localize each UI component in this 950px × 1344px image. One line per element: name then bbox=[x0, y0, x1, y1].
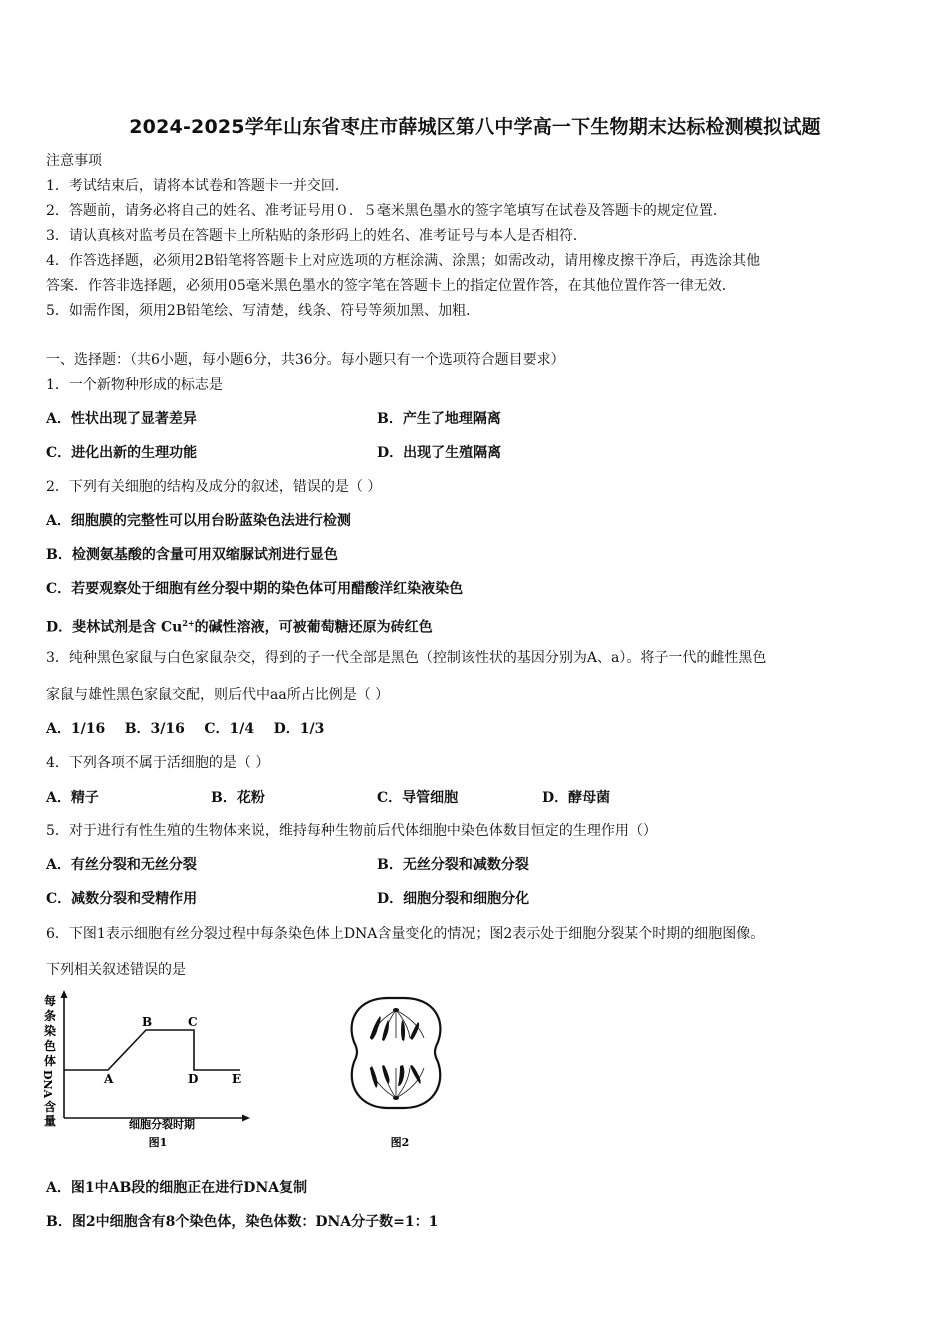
q6-stem-line1: 6．下图1表示细胞有丝分裂过程中每条染色体上DNA含量变化的情况；图2表示处于细胞分裂某个时期的细胞图像。 bbox=[46, 926, 765, 942]
q3-options: A．1/16 B．3/16 C．1/4 D．1/3 bbox=[46, 721, 325, 737]
q2-option-c: C．若要观察处于细胞有丝分裂中期的染色体可用醋酸洋红染液染色 bbox=[46, 581, 464, 597]
ylabel-char: 含 bbox=[43, 1100, 57, 1114]
figure-2-caption: 图2 bbox=[390, 1136, 410, 1149]
q2-option-d-superscript: 2+ bbox=[182, 618, 195, 628]
chromosomes-top bbox=[370, 1016, 419, 1041]
figure-2-cell bbox=[330, 988, 470, 1158]
point-label-d: D bbox=[188, 1072, 199, 1086]
q2-option-a: A．细胞膜的完整性可以用台盼蓝染色法进行检测 bbox=[46, 513, 351, 529]
q2-option-b: B．检测氨基酸的含量可用双缩脲试剂进行显色 bbox=[46, 547, 338, 563]
q2-option-d-text: D．斐林试剂是含 Cu bbox=[46, 619, 183, 636]
ylabel-char: 染 bbox=[43, 1024, 57, 1038]
q4-option-d: D．酵母菌 bbox=[542, 790, 611, 806]
chromosomes-bottom bbox=[370, 1065, 421, 1088]
q4-option-a: A．精子 bbox=[46, 790, 99, 806]
ylabel-char: 量 bbox=[43, 1114, 57, 1128]
y-axis-arrow-icon bbox=[61, 990, 68, 998]
q5-option-d: D．细胞分裂和细胞分化 bbox=[377, 891, 530, 907]
q1-stem: 1．一个新物种形成的标志是 bbox=[46, 377, 223, 393]
ylabel-char: 体 bbox=[43, 1054, 57, 1068]
ylabel-dna: DNA bbox=[41, 1070, 54, 1099]
dna-curve bbox=[64, 1030, 240, 1070]
notice-heading: 注意事项 bbox=[46, 153, 102, 169]
notice-item-3: 3．请认真核对监考员在答题卡上所粘贴的条形码上的姓名、准考证号与本人是否相符． bbox=[46, 228, 587, 244]
point-label-b: B bbox=[142, 1015, 153, 1029]
x-axis-arrow-icon bbox=[242, 1115, 250, 1122]
page-title: 2024-2025学年山东省枣庄市薛城区第八中学高一下生物期末达标检测模拟试题 bbox=[129, 116, 821, 138]
q4-option-c: C．导管细胞 bbox=[377, 790, 459, 806]
q6-stem-line2: 下列相关叙述错误的是 bbox=[46, 962, 186, 978]
point-label-a: A bbox=[104, 1072, 114, 1086]
figure-1-caption: 图1 bbox=[148, 1136, 168, 1149]
q1-option-c: C．进化出新的生理功能 bbox=[46, 445, 198, 461]
q5-option-c: C．减数分裂和受精作用 bbox=[46, 891, 198, 907]
q2-stem: 2．下列有关细胞的结构及成分的叙述，错误的是（ ） bbox=[46, 479, 382, 495]
q5-option-a: A．有丝分裂和无丝分裂 bbox=[46, 857, 197, 873]
q1-option-a: A．性状出现了显著差异 bbox=[46, 411, 197, 427]
section-heading: 一、选择题：（共6小题，每小题6分，共36分。每小题只有一个选项符合题目要求） bbox=[46, 352, 565, 368]
q4-option-b: B．花粉 bbox=[211, 790, 265, 806]
notice-item-1: 1．考试结束后，请将本试卷和答题卡一并交回． bbox=[46, 178, 349, 194]
q4-stem: 4．下列各项不属于活细胞的是（ ） bbox=[46, 755, 270, 771]
q3-stem-line1: 3．纯种黑色家鼠与白色家鼠杂交，得到的子一代全部是黑色（控制该性状的基因分别为A、a）。将子一代的雌性黑色 bbox=[46, 650, 767, 666]
figure-1-dna-graph bbox=[40, 988, 270, 1158]
notice-item-4: 4．作答选择题，必须用2B铅笔将答题卡上对应选项的方框涂满、涂黑；如需改动，请用橡皮擦干净后，再选涂其他 bbox=[46, 253, 761, 269]
notice-item-2: 2．答题前，请务必将自己的姓名、准考证号用０．５毫米黑色墨水的签字笔填写在试卷及答题卡的规定位置． bbox=[46, 203, 727, 219]
q1-option-b: B．产生了地理隔离 bbox=[377, 411, 501, 427]
point-label-e: E bbox=[232, 1072, 242, 1086]
ylabel-char: 每 bbox=[43, 994, 57, 1008]
q1-option-d: D．出现了生殖隔离 bbox=[377, 445, 502, 461]
figure-1-ylabel bbox=[41, 993, 56, 1128]
ylabel-char: 条 bbox=[43, 1009, 57, 1023]
q3-stem-line2: 家鼠与雄性黑色家鼠交配，则后代中aa所占比例是（ ） bbox=[46, 687, 390, 703]
notice-item-4-cont: 答案．作答非选择题，必须用05毫米黑色墨水的签字笔在答题卡上的指定位置作答，在其他位置作答一律无效． bbox=[46, 278, 736, 294]
point-label-c: C bbox=[188, 1015, 198, 1029]
ylabel-char: 色 bbox=[43, 1039, 57, 1053]
q2-option-d bbox=[46, 614, 433, 637]
q5-option-b: B．无丝分裂和减数分裂 bbox=[377, 857, 529, 873]
figure-1-xlabel: 细胞分裂时期 bbox=[129, 1118, 195, 1131]
q6-option-b: B．图2中细胞含有8个染色体，染色体数：DNA分子数=1：1 bbox=[46, 1214, 439, 1230]
q5-stem: 5．对于进行有性生殖的生物体来说，维持每种生物前后代体细胞中染色体数目恒定的生理作用（） bbox=[46, 823, 657, 839]
q6-option-a: A．图1中AB段的细胞正在进行DNA复制 bbox=[46, 1180, 308, 1196]
notice-item-5: 5．如需作图，须用2B铅笔绘、写清楚，线条、符号等须加黑、加粗． bbox=[46, 303, 481, 319]
q2-option-d-text-end: 的碱性溶液，可被葡萄糖还原为砖红色 bbox=[194, 619, 433, 636]
